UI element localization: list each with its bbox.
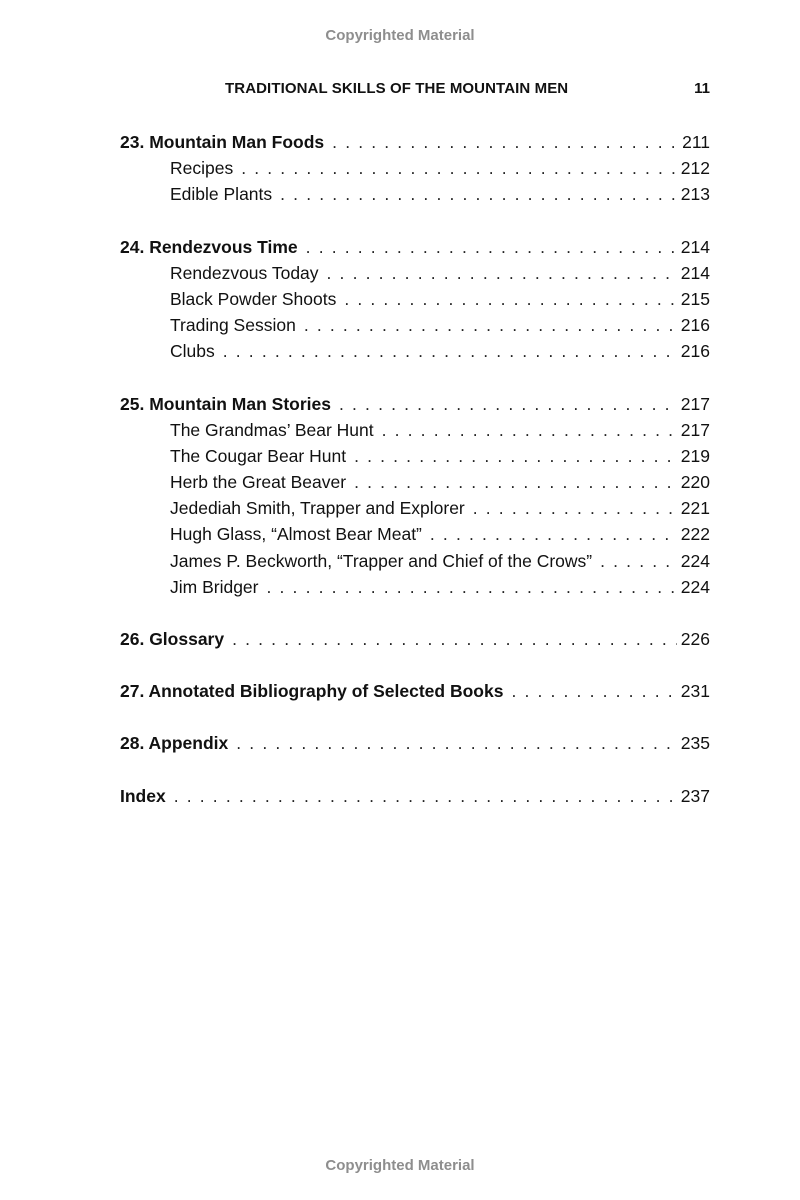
chapter-title: Index xyxy=(120,785,166,806)
dot-leader xyxy=(306,234,677,260)
dot-leader xyxy=(511,678,676,704)
toc-chapter-28 xyxy=(120,730,710,756)
page-ref: 215 xyxy=(680,288,710,309)
dot-leader xyxy=(339,391,677,417)
toc-entry-row[interactable] xyxy=(120,521,710,547)
running-head: TRADITIONAL SKILLS OF THE MOUNTAIN MEN xyxy=(225,80,569,97)
toc-entry-row[interactable] xyxy=(120,495,710,521)
entry-title: Black Powder Shoots xyxy=(170,288,337,309)
dot-leader xyxy=(280,181,677,207)
toc-chapter-row[interactable] xyxy=(120,129,710,155)
dot-leader xyxy=(232,626,677,652)
page-ref: 214 xyxy=(680,262,710,283)
entry-title: Jedediah Smith, Trapper and Explorer xyxy=(170,498,465,519)
page-ref: 231 xyxy=(680,681,710,702)
page-ref: 221 xyxy=(680,498,710,519)
toc-entry-row[interactable] xyxy=(120,443,710,469)
chapter-title: 24. Rendezvous Time xyxy=(120,236,298,257)
toc-chapter-25 xyxy=(120,391,710,601)
dot-leader xyxy=(354,469,677,495)
toc-chapter-23 xyxy=(120,129,710,208)
toc-entry-row[interactable] xyxy=(120,181,710,207)
dot-leader xyxy=(267,574,677,600)
page-ref: 235 xyxy=(680,733,710,754)
page-ref: 217 xyxy=(680,419,710,440)
entry-title: Rendezvous Today xyxy=(170,262,319,283)
chapter-title: 26. Glossary xyxy=(120,629,225,649)
page-ref: 222 xyxy=(680,524,710,545)
dot-leader xyxy=(236,730,677,756)
toc-entry-row[interactable] xyxy=(120,548,710,574)
toc-chapter-row[interactable] xyxy=(120,678,710,704)
entry-title: The Cougar Bear Hunt xyxy=(170,445,347,466)
copyright-watermark-top: Copyrighted Material xyxy=(325,27,475,44)
toc-chapter-27 xyxy=(120,678,710,704)
dot-leader xyxy=(223,338,677,364)
toc-entry-row[interactable] xyxy=(120,312,710,338)
copyright-watermark-bottom: Copyrighted Material xyxy=(325,1157,475,1174)
entry-title: Trading Session xyxy=(170,315,296,336)
page-ref: 220 xyxy=(680,472,710,493)
toc-chapter-row[interactable] xyxy=(120,234,710,260)
toc-chapter-row[interactable] xyxy=(120,626,710,652)
page-ref: 214 xyxy=(680,236,710,257)
page-ref: 213 xyxy=(680,184,710,205)
toc-entry-row[interactable] xyxy=(120,417,710,443)
toc-index xyxy=(120,783,710,809)
page-ref: 216 xyxy=(680,341,710,362)
dot-leader xyxy=(327,260,677,286)
toc-entry-row[interactable] xyxy=(120,260,710,286)
entry-title: Recipes xyxy=(170,158,234,179)
toc-chapter-row[interactable] xyxy=(120,391,710,417)
entry-title: James P. Beckworth, “Trapper and Chief of the Crows” xyxy=(170,550,593,571)
chapter-title: 27. Annotated Bibliography of Selected Books xyxy=(120,681,504,702)
dot-leader xyxy=(382,417,677,443)
toc-entry-row[interactable] xyxy=(120,286,710,312)
dot-leader xyxy=(473,495,677,521)
dot-leader xyxy=(304,312,677,338)
page-ref: 216 xyxy=(680,315,710,336)
page-ref: 212 xyxy=(680,158,710,179)
entry-title: The Grandmas’ Bear Hunt xyxy=(170,419,374,440)
entry-title: Clubs xyxy=(170,341,215,362)
dot-leader xyxy=(354,443,677,469)
entry-title: Herb the Great Beaver xyxy=(170,472,347,493)
page-number: 11 xyxy=(694,80,710,97)
toc-entry-row[interactable] xyxy=(120,338,710,364)
dot-leader xyxy=(600,548,677,574)
page-ref: 226 xyxy=(680,629,710,649)
toc-chapter-26 xyxy=(120,626,710,652)
entry-title: Edible Plants xyxy=(170,184,273,205)
dot-leader xyxy=(430,521,677,547)
toc-entry-row[interactable] xyxy=(120,155,710,181)
page-ref: 237 xyxy=(680,785,710,806)
dot-leader xyxy=(332,129,678,155)
toc-entry-row[interactable] xyxy=(120,469,710,495)
toc-entry-row[interactable] xyxy=(120,574,710,600)
dot-leader xyxy=(344,286,676,312)
toc-chapter-24 xyxy=(120,234,710,365)
toc-chapter-row[interactable] xyxy=(120,783,710,809)
page-ref: 224 xyxy=(680,576,710,597)
page-ref: 217 xyxy=(680,393,710,414)
page-ref: 211 xyxy=(682,132,710,152)
table-of-contents xyxy=(120,129,710,835)
chapter-title: 23. Mountain Man Foods xyxy=(120,132,325,152)
toc-chapter-row[interactable] xyxy=(120,730,710,756)
dot-leader xyxy=(241,155,677,181)
page-ref: 224 xyxy=(680,550,710,571)
entry-title: Jim Bridger xyxy=(170,576,259,597)
dot-leader xyxy=(174,783,677,809)
chapter-title: 28. Appendix xyxy=(120,733,229,754)
entry-title: Hugh Glass, “Almost Bear Meat” xyxy=(170,524,422,545)
page-ref: 219 xyxy=(680,445,710,466)
chapter-title: 25. Mountain Man Stories xyxy=(120,393,331,414)
